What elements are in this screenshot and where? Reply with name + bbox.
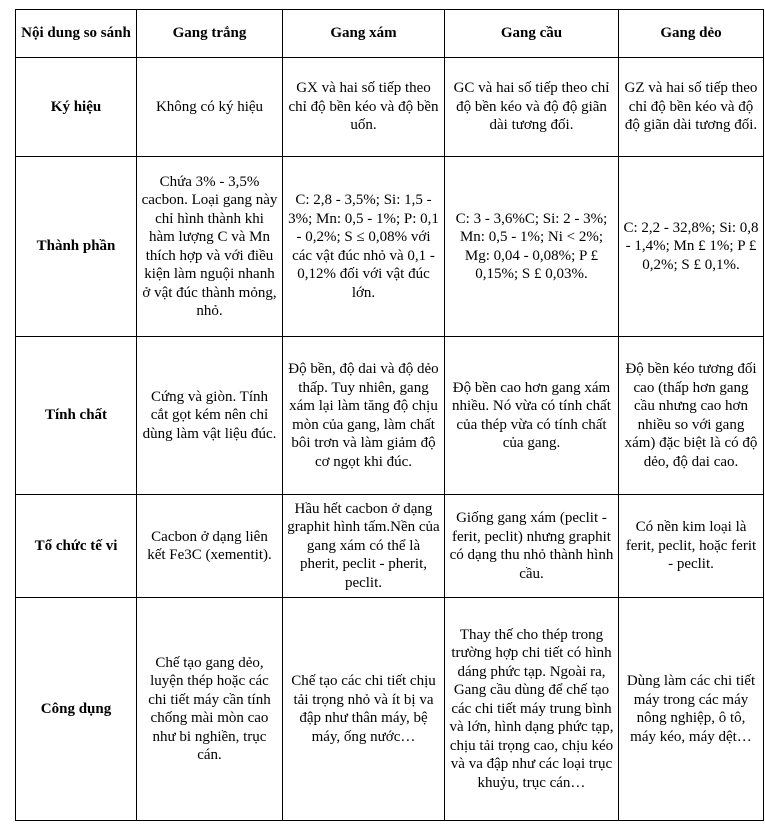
cell-ductile: Độ bền cao hơn gang xám nhiều. Nó vừa có tính chất của thép vừa có tính chất của gang. [445, 337, 619, 495]
cell-gray: GX và hai số tiếp theo chỉ độ bền kéo và độ bền uốn. [283, 58, 445, 157]
header-row [16, 10, 764, 58]
table-row-applications [16, 598, 764, 821]
cell-gray: Độ bền, độ dai và độ dẻo thấp. Tuy nhiên, gang xám lại làm tăng độ chịu mòn của gang, làm chất bôi trơn và làm giảm độ cơ ngọt khi đúc. [283, 337, 445, 495]
row-label: Công dụng [16, 598, 137, 821]
header-white-cast-iron: Gang trắng [137, 10, 283, 58]
cell-white: Không có ký hiệu [137, 58, 283, 157]
header-gray-cast-iron: Gang xám [283, 10, 445, 58]
cell-gray: Hầu hết cacbon ở dạng graphit hình tấm.Nền của gang xám có thể là pherit, peclit - pherit, peclit. [283, 495, 445, 598]
cell-white: Chứa 3% - 3,5% cacbon. Loại gang này chỉ hình thành khi hàm lượng C và Mn thích hợp và với điều kiện làm nguội nhanh ở vật đúc thành mỏng, nhỏ. [137, 157, 283, 337]
table-row-microstructure [16, 495, 764, 598]
table-row-properties [16, 337, 764, 495]
row-label: Thành phần [16, 157, 137, 337]
comparison-table [15, 9, 764, 821]
table-row-symbol [16, 58, 764, 157]
header-criteria: Nội dung so sánh [16, 10, 137, 58]
cell-ductile: GC và hai số tiếp theo chỉ độ bền kéo và độ độ giãn dài tương đối. [445, 58, 619, 157]
row-label: Tổ chức tế vi [16, 495, 137, 598]
row-label: Tính chất [16, 337, 137, 495]
cell-ductile: Giống gang xám (peclit - ferit, peclit) nhưng graphit có dạng thu nhỏ thành hình cầu. [445, 495, 619, 598]
cell-malleable: GZ và hai số tiếp theo chỉ độ bền kéo và độ độ giãn dài tương đối. [619, 58, 764, 157]
header-ductile-cast-iron: Gang cầu [445, 10, 619, 58]
header-malleable-cast-iron: Gang dẻo [619, 10, 764, 58]
cell-gray: Chế tạo các chi tiết chịu tải trọng nhỏ và ít bị va đập như thân máy, bệ máy, ống nước… [283, 598, 445, 821]
cell-ductile: Thay thế cho thép trong trường hợp chi tiết có hình dáng phức tạp. Ngoài ra, Gang cầu dùng để chế tạo các chi tiết máy trung bình và lớn, hình dạng phức tạp, chịu tải trọng cao, chịu kéo và va đập như các loại trục khuỷu, trục cán… [445, 598, 619, 821]
cell-malleable: Có nền kim loại là ferit, peclit, hoặc ferit - peclit. [619, 495, 764, 598]
cell-ductile: C: 3 - 3,6%C; Si: 2 - 3%; Mn: 0,5 - 1%; Ni < 2%; Mg: 0,04 - 0,08%; P £ 0,15%; S £ 0,03%. [445, 157, 619, 337]
cell-malleable: C: 2,2 - 32,8%; Si: 0,8 - 1,4%; Mn £ 1%; P £ 0,2%; S £ 0,1%. [619, 157, 764, 337]
table-row-composition [16, 157, 764, 337]
cell-white: Cacbon ở dạng liên kết Fe3C (xementit). [137, 495, 283, 598]
row-label: Ký hiệu [16, 58, 137, 157]
cell-white: Cứng và giòn. Tính cắt gọt kém nên chỉ dùng làm vật liệu đúc. [137, 337, 283, 495]
cell-white: Chế tạo gang dẻo, luyện thép hoặc các chi tiết máy cần tính chống mài mòn cao như bi nghiền, trục cán. [137, 598, 283, 821]
cell-gray: C: 2,8 - 3,5%; Si: 1,5 - 3%; Mn: 0,5 - 1%; P: 0,1 - 0,2%; S ≤ 0,08% với các vật đúc nhỏ và 0,1 - 0,12% đối với vật đúc lớn. [283, 157, 445, 337]
cell-malleable: Độ bền kéo tương đối cao (thấp hơn gang cầu nhưng cao hơn nhiều so với gang xám) đặc biệt là có độ dẻo, độ dai cao. [619, 337, 764, 495]
cell-malleable: Dùng làm các chi tiết máy trong các máy nông nghiệp, ô tô, máy kéo, máy dệt… [619, 598, 764, 821]
